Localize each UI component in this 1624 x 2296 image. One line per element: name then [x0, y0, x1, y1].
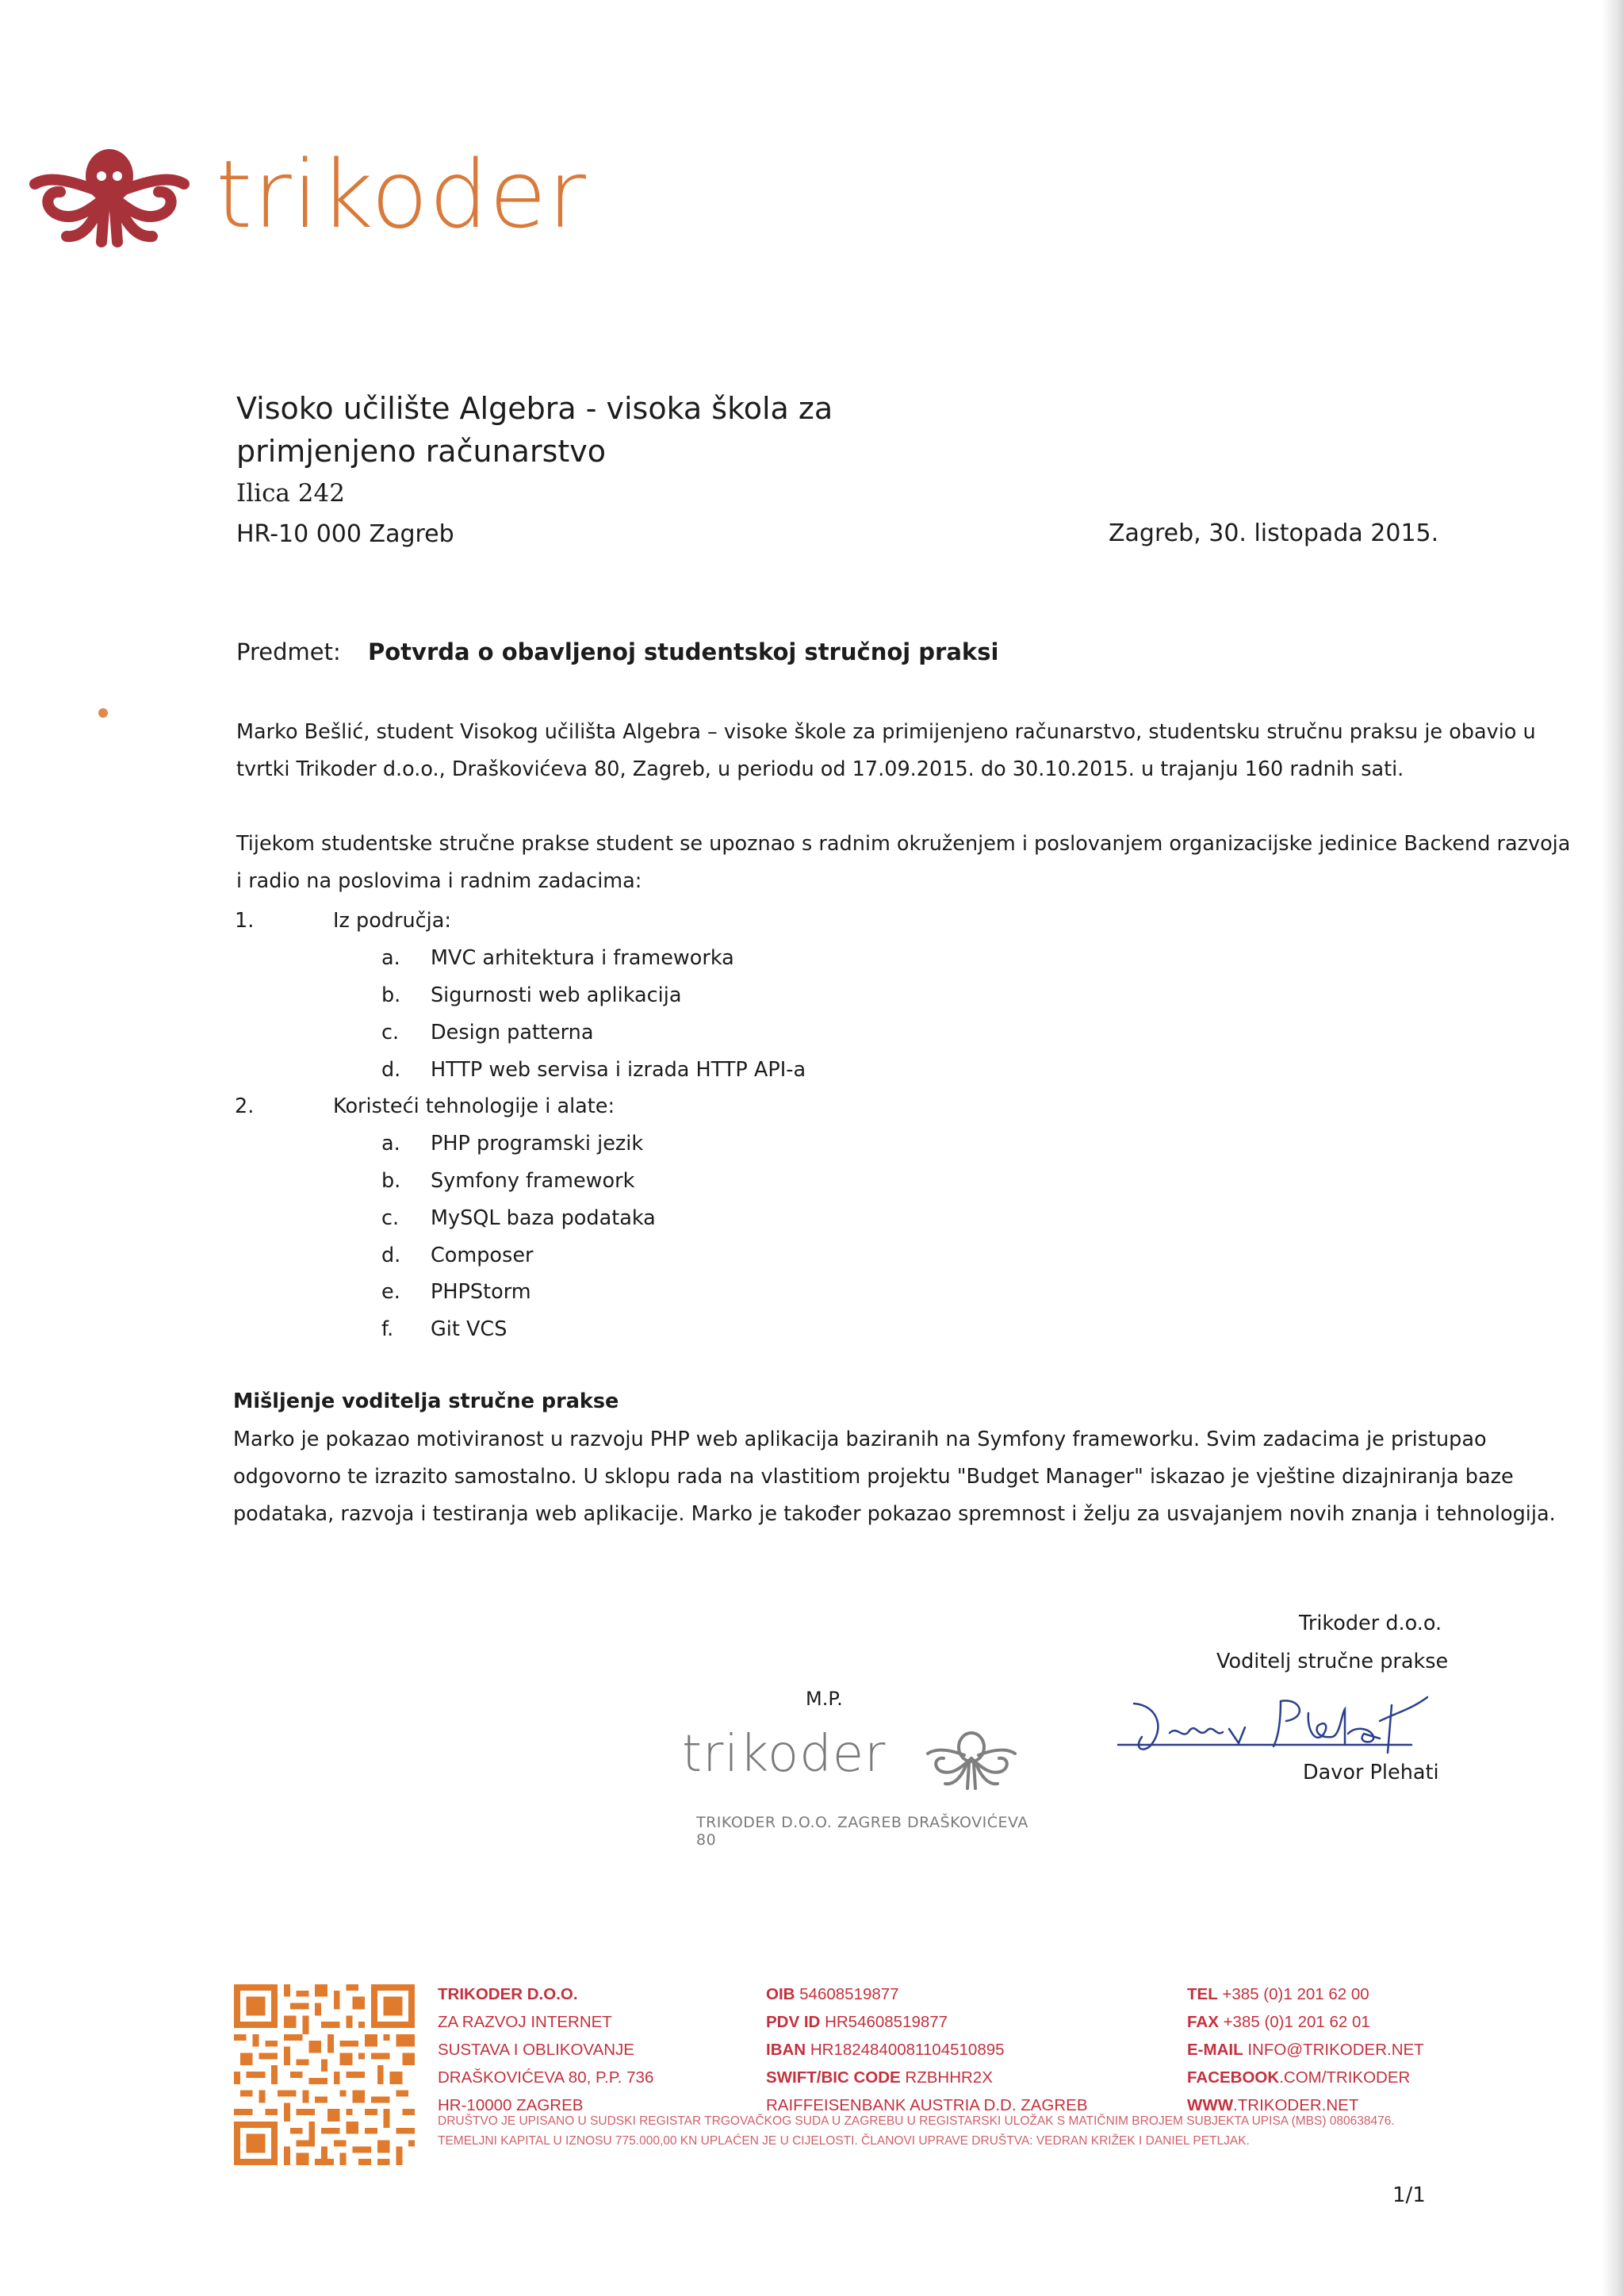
footer-tax-column: [766, 1980, 1088, 2119]
header-logo: [19, 135, 606, 254]
list-letter: d.: [381, 1244, 401, 1267]
handwritten-signature: [1110, 1681, 1459, 1769]
footer-company-column: [438, 1980, 653, 2119]
list-title: Iz područja:: [333, 909, 451, 933]
subject-label: Predmet:: [236, 638, 341, 665]
list-item: PHP programski jezik: [431, 1132, 644, 1156]
paragraph-2-line-2: i radio na poslovima i radnim zadacima:: [236, 869, 642, 893]
list-letter: b.: [381, 983, 401, 1007]
subject-text: Potvrda o obavljenoj studentskoj stručnoj praksi: [368, 638, 999, 665]
margin-dot: [98, 708, 108, 718]
list-item: PHPStorm: [431, 1280, 531, 1304]
qr-code-icon: [234, 1983, 415, 2167]
footer-contact-row: FACEBOOK.COM/TRIKODER: [1187, 2068, 1411, 2087]
footer-tax-row: RAIFFEISENBANK AUSTRIA D.D. ZAGREB: [766, 2096, 1088, 2114]
paragraph-2: [236, 826, 1570, 900]
letter-date: Zagreb, 30. listopada 2015.: [1109, 519, 1439, 547]
recipient-line-1: Visoko učilište Algebra - visoka škola za: [236, 391, 833, 426]
recipient-line-4: HR-10 000 Zagreb: [236, 520, 454, 548]
list-item: Git VCS: [431, 1317, 508, 1341]
footer-tax-row: PDV ID HR54608519877: [766, 2013, 948, 2031]
list-letter: c.: [381, 1021, 400, 1045]
list-item: MVC arhitektura i frameworka: [431, 946, 734, 970]
footer-contact-row: FAX +385 (0)1 201 62 01: [1187, 2013, 1370, 2031]
stamp-mp: M.P.: [806, 1688, 843, 1710]
scan-edge-shadow: [1602, 0, 1624, 2296]
footer-tax-row: IBAN HR1824840081104510895: [766, 2041, 1005, 2059]
opinion-line-1: Marko je pokazao motiviranost u razvoju PHP web aplikacija baziranih na Symfony frameworku. Svim zadacima je pristupao: [233, 1428, 1487, 1451]
signature-name: Davor Plehati: [1303, 1761, 1439, 1784]
opinion-text: [233, 1421, 1556, 1533]
opinion-heading: Mišljenje voditelja stručne prakse: [233, 1389, 619, 1413]
footer-contact-row: TEL +385 (0)1 201 62 00: [1187, 1985, 1369, 2003]
stamp-octopus-icon: [920, 1727, 1023, 1798]
footer-company-name: TRIKODER D.O.O.: [438, 1985, 578, 2003]
list-item: HTTP web servisa i izrada HTTP API-a: [431, 1058, 806, 1082]
footer-contact-row: E-MAIL INFO@TRIKODER.NET: [1187, 2041, 1424, 2059]
list-letter: b.: [381, 1169, 401, 1193]
list-letter: d.: [381, 1058, 401, 1082]
list-item: Symfony framework: [431, 1169, 635, 1193]
opinion-line-2: odgovorno te izrazito samostalno. U sklopu rada na vlastitiom projektu "Budget Manager" iskazao je vještine dizajniranja baze: [233, 1465, 1514, 1489]
list-item: Composer: [431, 1244, 534, 1267]
signature-company: Trikoder d.o.o.: [1299, 1612, 1442, 1635]
recipient-address: [236, 387, 833, 555]
list-letter: c.: [381, 1206, 400, 1230]
footer-tax-row: OIB 54608519877: [766, 1985, 899, 2003]
footer-company-line: ZA RAZVOJ INTERNET: [438, 2013, 612, 2031]
paragraph-1: [236, 714, 1536, 788]
list-item: Design patterna: [431, 1021, 594, 1045]
page-number: 1/1: [1392, 2183, 1426, 2207]
footer-company-line: DRAŠKOVIĆEVA 80, P.P. 736: [438, 2068, 654, 2087]
footer-company-line: SUSTAVA I OBLIKOVANJE: [438, 2041, 634, 2059]
recipient-line-2: primjenjeno računarstvo: [236, 434, 607, 469]
list-number: 1.: [235, 909, 255, 933]
opinion-line-3: podataka, razvoja i testiranja web aplikacije. Marko je također pokazao spremnost i želju za usvajanjem novih znanja i tehnologija.: [233, 1502, 1556, 1526]
company-stamp: [682, 1725, 1039, 1852]
footer-tax-row: SWIFT/BIC CODE RZBHHR2X: [766, 2068, 993, 2087]
list-item: Sigurnosti web aplikacija: [431, 983, 682, 1007]
list-number: 2.: [235, 1094, 255, 1118]
list-title: Koristeći tehnologije i alate:: [333, 1094, 615, 1118]
footer-legal-line-1: DRUŠTVO JE UPISANO U SUDSKI REGISTAR TRGOVAČKOG SUDA U ZAGREBU U REGISTARSKI ULOŽAK S MATIČNIM BROJEM SUBJEKTA UPISA (MBS) 080638476.: [438, 2114, 1395, 2128]
footer-contact-column: [1187, 1980, 1424, 2119]
list-letter: a.: [381, 946, 400, 970]
list-letter: e.: [381, 1280, 400, 1304]
list-item: MySQL baza podataka: [431, 1206, 656, 1230]
octopus-logo-icon: [19, 135, 200, 254]
footer-contact-row: WWW.TRIKODER.NET: [1187, 2096, 1359, 2114]
list-letter: a.: [381, 1132, 400, 1156]
footer-legal-line-2: TEMELJNI KAPITAL U IZNOSU 775.000,00 KN UPLAĆEN JE U CIJELOSTI. ČLANOVI UPRAVE DRUŠTVA: VEDRAN KRIŽEK I DANIEL PETLJAK.: [438, 2134, 1250, 2148]
stamp-address: TRIKODER D.O.O. ZAGREB DRAŠKOVIĆEVA 80: [696, 1814, 1028, 1849]
paragraph-2-line-1: Tijekom studentske stručne prakse student se upoznao s radnim okruženjem i poslovanjem organizacijske jedinice Backend razvoja: [236, 832, 1571, 856]
footer-company-line: HR-10000 ZAGREB: [438, 2096, 584, 2114]
paragraph-1-line-1: Marko Bešlić, student Visokog učilišta Algebra – visoke škole za primijenjeno računarstvo, studentsku stručnu praksu je obavio u: [236, 720, 1536, 744]
list-letter: f.: [381, 1317, 394, 1341]
stamp-wordmark: trikoder: [682, 1725, 887, 1784]
footer-legal: [438, 2111, 1395, 2151]
logo-wordmark: trikoder: [216, 140, 587, 249]
recipient-line-3: Ilica 242: [236, 479, 345, 508]
paragraph-1-line-2: tvrtki Trikoder d.o.o., Draškovićeva 80, Zagreb, u periodu od 17.09.2015. do 30.10.2015. u trajanju 160 radnih sati.: [236, 757, 1404, 781]
signature-role: Voditelj stručne prakse: [1216, 1650, 1449, 1673]
